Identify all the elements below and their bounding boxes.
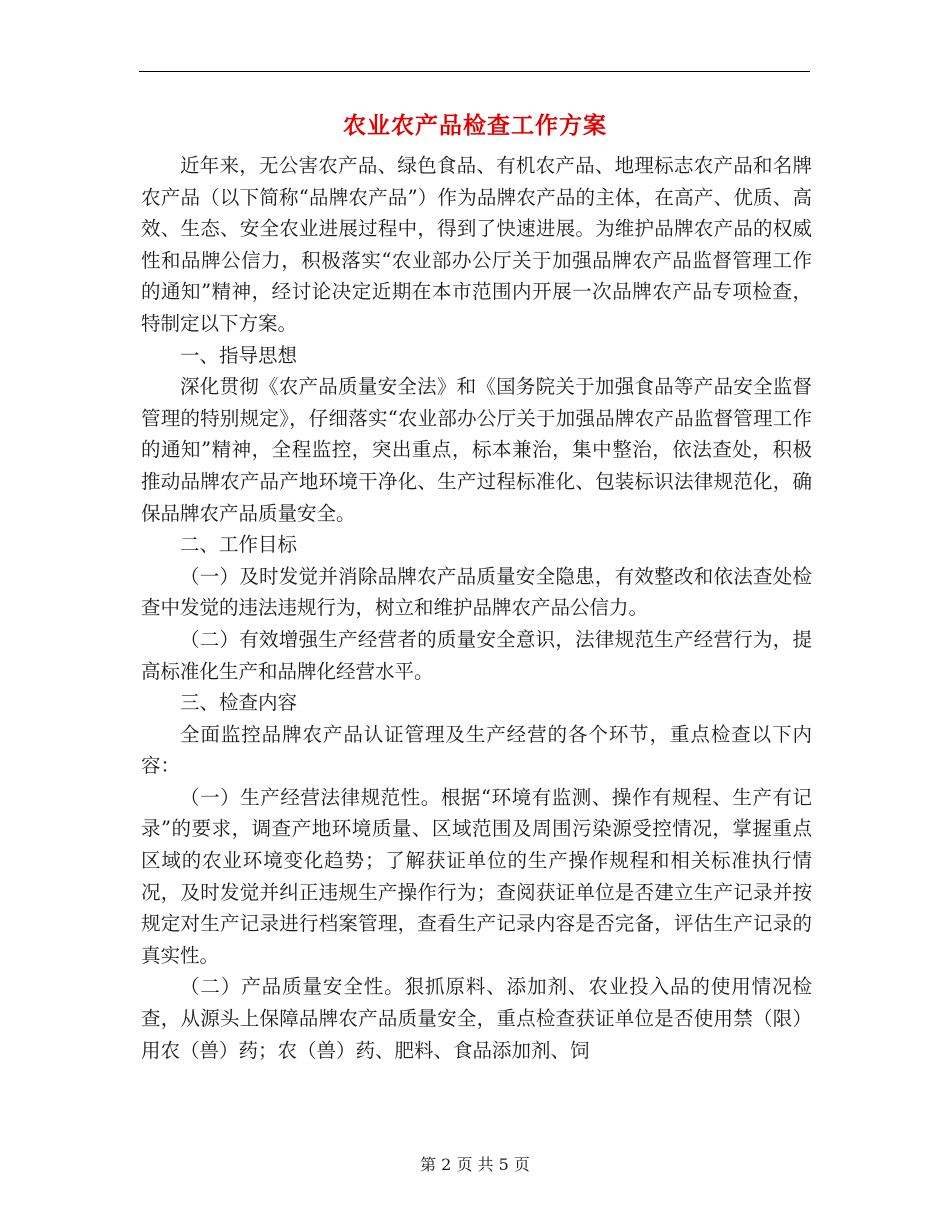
inspection-item-2-paragraph: （二）产品质量安全性。狠抓原料、添加剂、农业投入品的使用情况检查，从源头上保障品牌农产品质量安全，重点检查获证单位是否使用禁（限）用农（兽）药；农（兽）药、肥料、食品添加剂、饲: [141, 975, 812, 1062]
inspection-item-1-paragraph: （一）生产经营法律规范性。根据“环境有监测、操作有规程、生产有记录”的要求，调查产地环境质量、区域范围及周围污染源受控情况，掌握重点区域的农业环境变化趋势；了解获证单位的生产操作规程和相关标准执行情况，及时发觉并纠正违规生产操作行为；查阅获证单位是否建立生产记录并按规定对生产记录进行档案管理，查看生产记录内容是否完备，评估生产记录的真实性。: [141, 785, 812, 967]
section-heading-guiding-thought: 一、指导思想: [180, 343, 298, 367]
guiding-thought-paragraph: 深化贯彻《农产品质量安全法》和《国务院关于加强食品等产品安全监督管理的特别规定》，仔细落实“农业部办公厅关于加强品牌农产品监督管理工作的通知”精神，全程监控，突出重点，标本兼治，集中整治，依法查处，积极推动品牌农产品产地环境干净化、生产过程标准化、包装标识法律规范化，确保品牌农产品质量安全。: [141, 375, 812, 525]
document-title: 农业农产品检查工作方案: [343, 112, 607, 139]
inspection-intro-paragraph: 全面监控品牌农产品认证管理及生产经营的各个环节，重点检查以下内容：: [141, 722, 812, 778]
goal-paragraph-1: （一）及时发觉并消除品牌农产品质量安全隐患，有效整改和依法查处检查中发觉的违法违规行为，树立和维护品牌农产品公信力。: [141, 564, 812, 620]
document-body: [141, 150, 812, 1066]
section-heading-inspection-content: 三、检查内容: [180, 691, 298, 715]
header-rule: [139, 71, 810, 72]
goal-paragraph-2: （二）有效增强生产经营者的质量安全意识，法律规范生产经营行为，提高标准化生产和品牌化经营水平。: [141, 627, 812, 683]
intro-paragraph: 近年来，无公害农产品、绿色食品、有机农产品、地理标志农产品和名牌农产品（以下简称“品牌农产品”）作为品牌农产品的主体，在高产、优质、高效、生态、安全农业进展过程中，得到了快速进展。为维护品牌农产品的权威性和品牌公信力，积极落实“农业部办公厅关于加强品牌农产品监督管理工作的通知”精神，经讨论决定近期在本市范围内开展一次品牌农产品专项检查，特制定以下方案。: [141, 154, 812, 335]
page-number: 第 2 页 共 5 页: [420, 1155, 530, 1174]
section-heading-work-goals: 二、工作目标: [180, 533, 298, 557]
